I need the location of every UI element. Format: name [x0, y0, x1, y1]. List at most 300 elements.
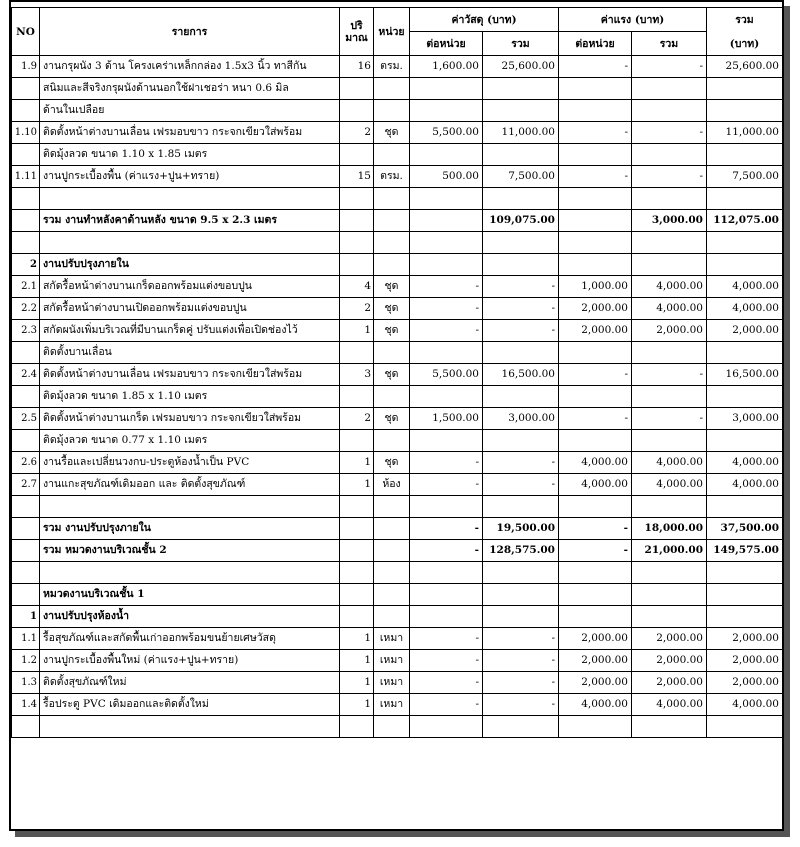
row-description: รื้อประตู PVC เดิมออกและติดตั้งใหม่: [40, 694, 340, 716]
row-unit: [374, 584, 410, 606]
row-material-per-unit: -: [410, 672, 483, 694]
table-row: [12, 672, 783, 694]
row-description: ติดตั้งสุขภัณฑ์ใหม่: [40, 672, 340, 694]
row-unit: เหมา: [374, 672, 410, 694]
row-labor-per-unit: [559, 496, 632, 518]
row-total: [707, 144, 783, 166]
row-material-per-unit: [410, 144, 483, 166]
row-material-per-unit: 500.00: [410, 166, 483, 188]
row-total: 11,000.00: [707, 122, 783, 144]
header-material-sum: รวม: [483, 32, 559, 56]
row-labor-per-unit: -: [559, 166, 632, 188]
row-number: [12, 540, 40, 562]
row-quantity: 15: [340, 166, 374, 188]
row-material-sum: [483, 584, 559, 606]
row-labor-per-unit: 2,000.00: [559, 320, 632, 342]
row-labor-per-unit: 4,000.00: [559, 694, 632, 716]
row-description: ติดมุ้งลวด ขนาด 1.85 x 1.10 เมตร: [40, 386, 340, 408]
row-description: รวม หมวดงานบริเวณชั้น 2: [40, 540, 340, 562]
row-material-sum: [483, 386, 559, 408]
row-material-sum: -: [483, 650, 559, 672]
row-material-per-unit: [410, 430, 483, 452]
row-material-per-unit: -: [410, 694, 483, 716]
row-material-sum: 11,000.00: [483, 122, 559, 144]
row-labor-per-unit: [559, 386, 632, 408]
table-row: [12, 100, 783, 122]
row-labor-per-unit: [559, 254, 632, 276]
row-labor-per-unit: 4,000.00: [559, 452, 632, 474]
row-quantity: 16: [340, 56, 374, 78]
row-total: [707, 496, 783, 518]
header-labor: ค่าแรง (บาท): [559, 8, 707, 32]
row-material-per-unit: -: [410, 650, 483, 672]
row-unit: [374, 232, 410, 254]
row-labor-sum: [632, 100, 707, 122]
row-total: 2,000.00: [707, 650, 783, 672]
row-description: ติดมุ้งลวด ขนาด 1.10 x 1.85 เมตร: [40, 144, 340, 166]
row-material-sum: 19,500.00: [483, 518, 559, 540]
row-quantity: [340, 342, 374, 364]
row-total: 7,500.00: [707, 166, 783, 188]
row-total: [707, 232, 783, 254]
row-unit: ชุด: [374, 320, 410, 342]
row-description: รวม งานปรับปรุงภายใน: [40, 518, 340, 540]
row-description: [40, 562, 340, 584]
row-number: 2.3: [12, 320, 40, 342]
header-material: ค่าวัสดุ (บาท): [410, 8, 559, 32]
document-sheet: [9, 0, 784, 831]
row-number: [12, 386, 40, 408]
header-labor-sum: รวม: [632, 32, 707, 56]
row-unit: [374, 188, 410, 210]
row-labor-per-unit: [559, 716, 632, 738]
row-material-per-unit: -: [410, 452, 483, 474]
row-labor-sum: [632, 188, 707, 210]
table-row: [12, 276, 783, 298]
row-unit: ชุด: [374, 276, 410, 298]
row-material-per-unit: [410, 232, 483, 254]
row-material-sum: -: [483, 320, 559, 342]
row-quantity: 4: [340, 276, 374, 298]
table-row: [12, 320, 783, 342]
row-unit: [374, 496, 410, 518]
row-labor-per-unit: -: [559, 408, 632, 430]
row-material-sum: [483, 716, 559, 738]
row-description: งานปูกระเบื้องพื้น (ค่าแรง+ปูน+ทราย): [40, 166, 340, 188]
row-material-per-unit: [410, 78, 483, 100]
row-number: 2.7: [12, 474, 40, 496]
row-labor-per-unit: [559, 232, 632, 254]
row-labor-sum: 4,000.00: [632, 452, 707, 474]
row-quantity: [340, 232, 374, 254]
row-total: [707, 562, 783, 584]
row-unit: [374, 342, 410, 364]
row-number: 1.10: [12, 122, 40, 144]
row-material-per-unit: -: [410, 320, 483, 342]
row-number: 1.3: [12, 672, 40, 694]
row-total: [707, 78, 783, 100]
row-quantity: [340, 562, 374, 584]
row-unit: ห้อง: [374, 474, 410, 496]
row-material-per-unit: [410, 342, 483, 364]
row-material-sum: 128,575.00: [483, 540, 559, 562]
header-labor-per-unit: ต่อหน่วย: [559, 32, 632, 56]
row-material-per-unit: [410, 496, 483, 518]
row-description: รื้อสุขภัณฑ์และสกัดพื้นเก่าออกพร้อมขนย้ายเศษวัสดุ: [40, 628, 340, 650]
row-total: [707, 342, 783, 364]
row-material-sum: [483, 254, 559, 276]
row-description: งานปรับปรุงภายใน: [40, 254, 340, 276]
table-row: [12, 562, 783, 584]
row-material-sum: -: [483, 276, 559, 298]
row-material-sum: [483, 342, 559, 364]
row-labor-per-unit: [559, 188, 632, 210]
row-quantity: [340, 584, 374, 606]
row-description: ติดตั้งบานเลื่อน: [40, 342, 340, 364]
row-labor-sum: [632, 386, 707, 408]
table-row: [12, 540, 783, 562]
row-material-sum: [483, 606, 559, 628]
row-description: สกัดรื้อหน้าต่างบานเกร็ดออกพร้อมแต่งขอบปูน: [40, 276, 340, 298]
row-quantity: [340, 518, 374, 540]
row-material-sum: [483, 78, 559, 100]
row-material-sum: [483, 232, 559, 254]
row-material-per-unit: -: [410, 628, 483, 650]
row-material-per-unit: [410, 606, 483, 628]
row-labor-per-unit: -: [559, 364, 632, 386]
row-unit: [374, 562, 410, 584]
table-row: [12, 694, 783, 716]
row-labor-sum: [632, 562, 707, 584]
row-material-per-unit: -: [410, 474, 483, 496]
row-number: 1.11: [12, 166, 40, 188]
row-quantity: [340, 540, 374, 562]
table-row: [12, 166, 783, 188]
row-material-sum: [483, 144, 559, 166]
row-unit: ตรม.: [374, 166, 410, 188]
row-labor-per-unit: -: [559, 56, 632, 78]
row-number: [12, 100, 40, 122]
row-labor-sum: [632, 342, 707, 364]
row-unit: ชุด: [374, 364, 410, 386]
row-material-per-unit: [410, 100, 483, 122]
row-material-sum: [483, 562, 559, 584]
row-labor-sum: 2,000.00: [632, 650, 707, 672]
row-material-sum: [483, 430, 559, 452]
row-unit: [374, 78, 410, 100]
row-number: 2.1: [12, 276, 40, 298]
row-quantity: 1: [340, 694, 374, 716]
row-quantity: 3: [340, 364, 374, 386]
table-row: [12, 144, 783, 166]
row-total: 4,000.00: [707, 452, 783, 474]
row-labor-sum: [632, 78, 707, 100]
row-total: 4,000.00: [707, 474, 783, 496]
row-quantity: [340, 386, 374, 408]
table-row: [12, 606, 783, 628]
row-number: [12, 518, 40, 540]
header-no: NO: [12, 8, 40, 56]
row-labor-sum: 18,000.00: [632, 518, 707, 540]
row-description: ติดตั้งหน้าต่างบานเกร็ด เฟรมอบขาว กระจกเขียวใส่พร้อม: [40, 408, 340, 430]
row-unit: [374, 606, 410, 628]
row-total: 37,500.00: [707, 518, 783, 540]
table-row: [12, 386, 783, 408]
table-row: [12, 518, 783, 540]
row-material-sum: 25,600.00: [483, 56, 559, 78]
header-unit: หน่วย: [374, 8, 410, 56]
row-material-per-unit: 1,500.00: [410, 408, 483, 430]
row-labor-sum: -: [632, 56, 707, 78]
row-number: [12, 716, 40, 738]
table-row: [12, 628, 783, 650]
row-total: 2,000.00: [707, 628, 783, 650]
row-labor-sum: 4,000.00: [632, 276, 707, 298]
row-labor-per-unit: [559, 584, 632, 606]
row-quantity: [340, 210, 374, 232]
row-quantity: [340, 254, 374, 276]
row-labor-sum: 2,000.00: [632, 672, 707, 694]
row-unit: ตรม.: [374, 56, 410, 78]
row-material-sum: 3,000.00: [483, 408, 559, 430]
row-labor-per-unit: [559, 78, 632, 100]
row-number: 1.9: [12, 56, 40, 78]
row-total: [707, 584, 783, 606]
row-unit: เหมา: [374, 650, 410, 672]
row-total: 25,600.00: [707, 56, 783, 78]
table-row: [12, 56, 783, 78]
table-row: [12, 78, 783, 100]
row-quantity: 1: [340, 474, 374, 496]
row-material-sum: -: [483, 452, 559, 474]
table-row: [12, 650, 783, 672]
row-unit: ชุด: [374, 122, 410, 144]
row-unit: [374, 210, 410, 232]
row-labor-sum: [632, 232, 707, 254]
row-number: 2: [12, 254, 40, 276]
row-unit: ชุด: [374, 298, 410, 320]
row-unit: [374, 540, 410, 562]
row-number: 1: [12, 606, 40, 628]
row-description: ติดตั้งหน้าต่างบานเลื่อน เฟรมอบขาว กระจกเขียวใส่พร้อม: [40, 364, 340, 386]
table-row: [12, 716, 783, 738]
row-description: [40, 496, 340, 518]
table-row: [12, 342, 783, 364]
row-number: 1.1: [12, 628, 40, 650]
row-labor-per-unit: -: [559, 122, 632, 144]
row-labor-sum: -: [632, 408, 707, 430]
row-quantity: 2: [340, 408, 374, 430]
row-quantity: [340, 716, 374, 738]
row-unit: [374, 386, 410, 408]
row-material-sum: 109,075.00: [483, 210, 559, 232]
row-material-per-unit: [410, 254, 483, 276]
row-total: [707, 606, 783, 628]
table-row: [12, 474, 783, 496]
row-number: 2.6: [12, 452, 40, 474]
row-total: 4,000.00: [707, 276, 783, 298]
header-total-line1: รวม: [735, 13, 754, 26]
table-row: [12, 232, 783, 254]
row-material-per-unit: [410, 716, 483, 738]
row-material-per-unit: -: [410, 540, 483, 562]
row-labor-sum: 4,000.00: [632, 694, 707, 716]
row-description: งานแกะสุขภัณฑ์เดิมออก และ ติดตั้งสุขภัณฑ์: [40, 474, 340, 496]
row-material-sum: -: [483, 672, 559, 694]
row-unit: [374, 100, 410, 122]
row-description: งานกรุผนัง 3 ด้าน โครงเคร่าเหล็กกล่อง 1.5x3 นิ้ว ทาสีกัน: [40, 56, 340, 78]
row-labor-per-unit: [559, 144, 632, 166]
header-item: รายการ: [40, 8, 340, 56]
row-labor-sum: -: [632, 166, 707, 188]
row-total: [707, 188, 783, 210]
row-quantity: 1: [340, 320, 374, 342]
row-number: 1.2: [12, 650, 40, 672]
row-material-sum: 7,500.00: [483, 166, 559, 188]
row-description: [40, 232, 340, 254]
row-labor-per-unit: -: [559, 518, 632, 540]
row-unit: [374, 144, 410, 166]
row-quantity: 2: [340, 298, 374, 320]
row-material-sum: [483, 188, 559, 210]
row-description: งานรื้อและเปลี่ยนวงกบ-ประตูห้องน้ำเป็น PVC: [40, 452, 340, 474]
row-material-per-unit: 5,500.00: [410, 122, 483, 144]
row-number: 1.4: [12, 694, 40, 716]
row-material-per-unit: [410, 210, 483, 232]
row-description: สนิมและสีจริงกรุผนังด้านนอกใช้ฝาเชอร่า หนา 0.6 มิล: [40, 78, 340, 100]
row-labor-per-unit: [559, 210, 632, 232]
row-description: ติดมุ้งลวด ขนาด 0.77 x 1.10 เมตร: [40, 430, 340, 452]
row-labor-sum: 4,000.00: [632, 298, 707, 320]
table-row: [12, 496, 783, 518]
row-labor-sum: [632, 254, 707, 276]
row-total: 112,075.00: [707, 210, 783, 232]
row-labor-sum: 3,000.00: [632, 210, 707, 232]
row-labor-sum: 2,000.00: [632, 628, 707, 650]
row-labor-per-unit: 4,000.00: [559, 474, 632, 496]
row-labor-per-unit: [559, 342, 632, 364]
row-description: ด้านในเปลือย: [40, 100, 340, 122]
row-description: สกัดผนังเพิ่มบริเวณที่มีบานเกร็ดคู่ ปรับแต่งเพื่อเปิดช่องไว้: [40, 320, 340, 342]
row-number: [12, 584, 40, 606]
row-labor-per-unit: [559, 606, 632, 628]
row-quantity: [340, 606, 374, 628]
row-total: 3,000.00: [707, 408, 783, 430]
row-quantity: 1: [340, 650, 374, 672]
row-labor-per-unit: [559, 430, 632, 452]
row-total: [707, 100, 783, 122]
row-total: 2,000.00: [707, 320, 783, 342]
table-row: [12, 210, 783, 232]
row-labor-sum: [632, 606, 707, 628]
row-quantity: [340, 430, 374, 452]
header-material-per-unit: ต่อหน่วย: [410, 32, 483, 56]
table-row: [12, 408, 783, 430]
table-row: [12, 298, 783, 320]
row-number: [12, 232, 40, 254]
row-material-sum: -: [483, 628, 559, 650]
row-quantity: [340, 188, 374, 210]
row-unit: เหมา: [374, 628, 410, 650]
row-labor-per-unit: 2,000.00: [559, 628, 632, 650]
table-row: [12, 122, 783, 144]
row-labor-sum: 21,000.00: [632, 540, 707, 562]
row-labor-per-unit: [559, 100, 632, 122]
row-labor-per-unit: 2,000.00: [559, 298, 632, 320]
row-material-sum: [483, 100, 559, 122]
row-quantity: [340, 100, 374, 122]
row-labor-sum: -: [632, 122, 707, 144]
row-labor-per-unit: 2,000.00: [559, 650, 632, 672]
row-quantity: 1: [340, 452, 374, 474]
row-number: [12, 496, 40, 518]
row-unit: เหมา: [374, 694, 410, 716]
row-material-per-unit: -: [410, 276, 483, 298]
row-description: [40, 716, 340, 738]
row-material-sum: -: [483, 694, 559, 716]
row-quantity: [340, 78, 374, 100]
row-unit: [374, 716, 410, 738]
row-total: 4,000.00: [707, 694, 783, 716]
row-description: รวม งานทำหลังคาด้านหลัง ขนาด 9.5 x 2.3 เมตร: [40, 210, 340, 232]
row-unit: [374, 518, 410, 540]
row-labor-per-unit: [559, 562, 632, 584]
row-quantity: 2: [340, 122, 374, 144]
table-row: [12, 430, 783, 452]
row-number: [12, 78, 40, 100]
row-labor-per-unit: 2,000.00: [559, 672, 632, 694]
row-labor-sum: -: [632, 364, 707, 386]
row-number: 2.4: [12, 364, 40, 386]
table-row: [12, 254, 783, 276]
row-number: 2.2: [12, 298, 40, 320]
row-material-per-unit: -: [410, 518, 483, 540]
row-material-per-unit: 1,600.00: [410, 56, 483, 78]
row-labor-sum: [632, 716, 707, 738]
row-labor-sum: [632, 430, 707, 452]
row-total: [707, 716, 783, 738]
row-labor-sum: [632, 584, 707, 606]
header-qty-line1: ปริ: [350, 19, 363, 32]
row-total: 16,500.00: [707, 364, 783, 386]
header-qty-line2: มาณ: [345, 31, 368, 44]
row-number: [12, 430, 40, 452]
row-labor-sum: [632, 496, 707, 518]
row-material-per-unit: [410, 188, 483, 210]
row-number: [12, 562, 40, 584]
header-total-line2: (บาท): [729, 37, 760, 50]
row-number: [12, 342, 40, 364]
header-total: [707, 8, 783, 56]
row-material-per-unit: 5,500.00: [410, 364, 483, 386]
row-quantity: [340, 496, 374, 518]
row-description: สกัดรื้อหน้าต่างบานเปิดออกพร้อมแต่งขอบปูน: [40, 298, 340, 320]
table-row: [12, 452, 783, 474]
row-unit: [374, 254, 410, 276]
row-description: หมวดงานบริเวณชั้น 1: [40, 584, 340, 606]
row-unit: [374, 430, 410, 452]
table-row: [12, 584, 783, 606]
page-shadow-right: [784, 6, 790, 837]
table-row: [12, 364, 783, 386]
header-qty: [340, 8, 374, 56]
row-total: [707, 430, 783, 452]
row-unit: ชุด: [374, 452, 410, 474]
row-material-per-unit: [410, 562, 483, 584]
row-material-per-unit: [410, 386, 483, 408]
row-description: [40, 188, 340, 210]
row-total: [707, 386, 783, 408]
